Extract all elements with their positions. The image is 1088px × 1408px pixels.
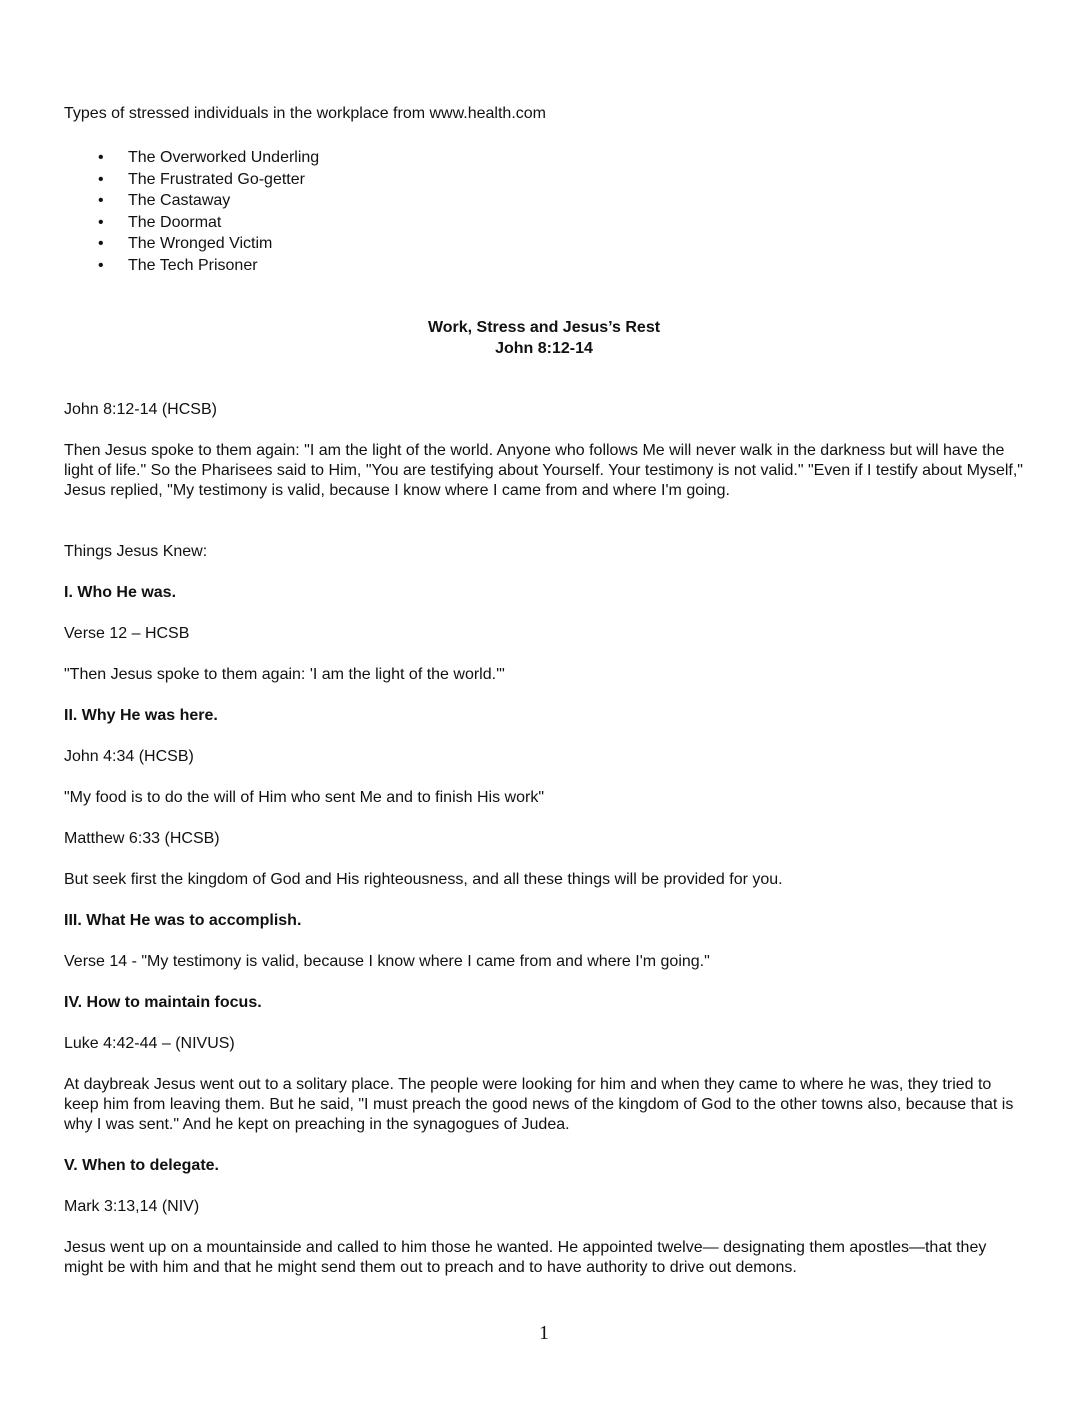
- scripture-quote: Jesus went up on a mountainside and called to him those he wanted. He appointed twelve— designating them apostles—that they might be with him and that he might send them out to preach and to have authority to drive out demons.: [64, 1239, 987, 1276]
- scripture-quote: But seek first the kingdom of God and His righteousness, and all these things will be provided for you.: [64, 871, 783, 888]
- list-item: • The Tech Prisoner: [64, 255, 319, 277]
- list-item: • The Castaway: [64, 190, 319, 212]
- list-item: • The Overworked Underling: [64, 147, 319, 169]
- list-item: • The Doormat: [64, 212, 319, 234]
- scripture-reference: Mark 3:13,14 (NIV): [64, 1198, 200, 1215]
- scripture-reference: John 8:12-14 (HCSB): [64, 401, 217, 418]
- point-heading: IV. How to maintain focus.: [64, 994, 262, 1011]
- stress-types-list: [64, 147, 319, 276]
- section-label: Things Jesus Knew:: [64, 543, 208, 560]
- scripture-quote: "Then Jesus spoke to them again: 'I am the light of the world.'": [64, 666, 505, 683]
- bullet-icon: •: [98, 149, 104, 166]
- bullet-icon: •: [98, 192, 104, 209]
- scripture-quote: Verse 14 - "My testimony is valid, because I know where I came from and where I'm going.": [64, 953, 710, 970]
- list-item: • The Wronged Victim: [64, 233, 319, 255]
- point-heading: V. When to delegate.: [64, 1157, 219, 1174]
- intro-text: Types of stressed individuals in the workplace from www.health.com: [64, 105, 546, 122]
- point-heading: II. Why He was here.: [64, 707, 218, 724]
- list-item: • The Frustrated Go-getter: [64, 169, 319, 191]
- scripture-quote: "My food is to do the will of Him who sent Me and to finish His work": [64, 789, 544, 806]
- point-heading: I. Who He was.: [64, 584, 177, 601]
- page-number: 1: [539, 1322, 549, 1344]
- bullet-icon: •: [98, 170, 104, 188]
- bullet-icon: •: [98, 256, 104, 274]
- sermon-title: Work, Stress and Jesus’s Rest: [427, 319, 661, 336]
- scripture-reference: Luke 4:42-44 – (NIVUS): [64, 1035, 235, 1052]
- scripture-quote: At daybreak Jesus went out to a solitary place. The people were looking for him and when they came to where he was, they tried to keep him from leaving them. But he said, "I must preach the good news of the kingdom of God to the other towns also, because that is why I was sent." And he kept on preaching in the synagogues of Judea.: [64, 1076, 1014, 1133]
- point-heading: III. What He was to accomplish.: [64, 912, 302, 929]
- bullet-icon: •: [98, 213, 104, 231]
- scripture-reference: Verse 12 – HCSB: [64, 625, 190, 642]
- scripture-passage: Then Jesus spoke to them again: "I am the light of the world. Anyone who follows Me will never walk in the darkness but will have the light of life." So the Pharisees said to Him, "You are testifying about Yourself. Your testimony is not valid." "Even if I testify about Myself," Jesus replied, "My testimony is valid, because I know where I came from and where I'm going.: [64, 442, 1023, 499]
- sermon-subtitle: John 8:12-14: [495, 340, 593, 357]
- scripture-reference: John 4:34 (HCSB): [64, 748, 194, 765]
- bullet-icon: •: [98, 235, 104, 252]
- scripture-reference: Matthew 6:33 (HCSB): [64, 830, 220, 847]
